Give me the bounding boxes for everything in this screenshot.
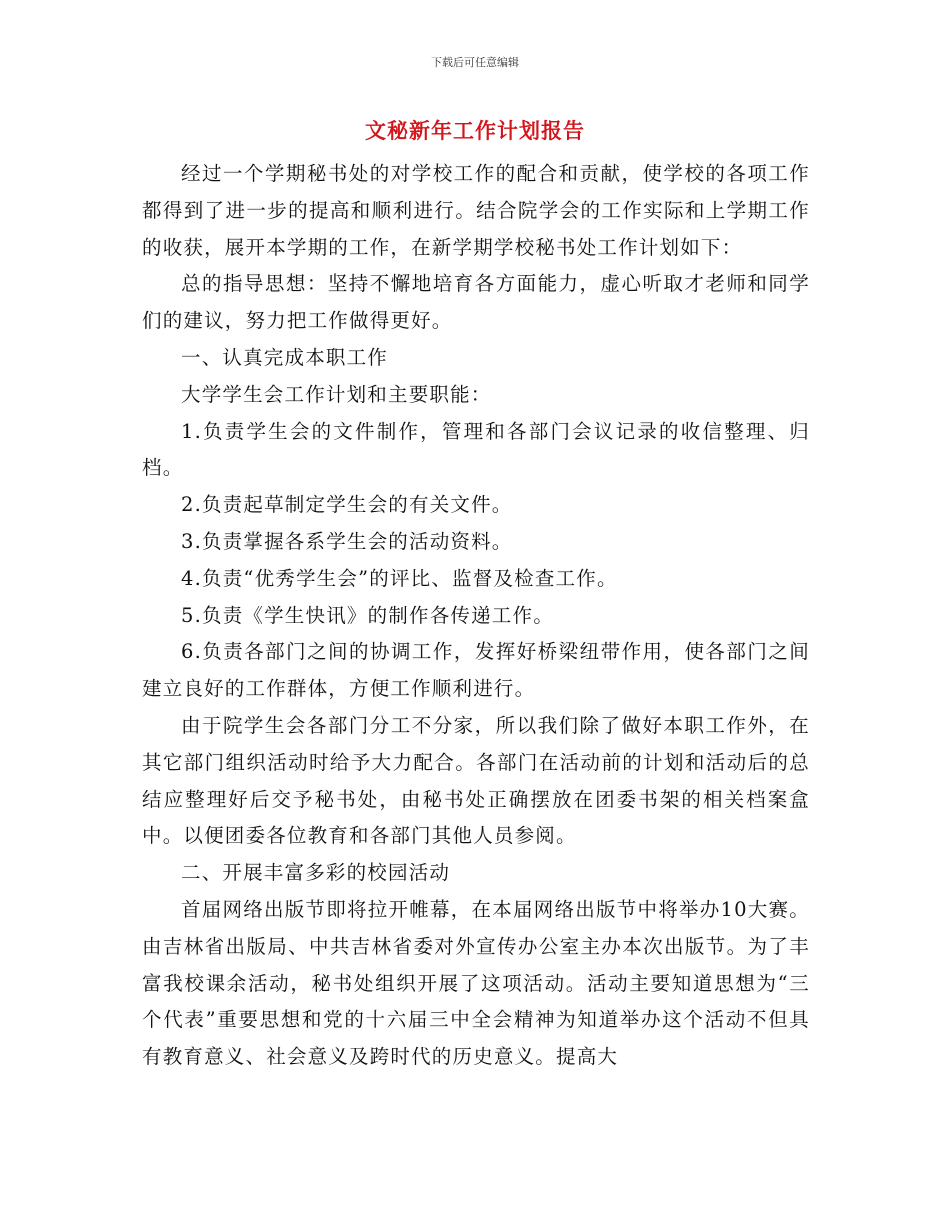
header-note: 下载后可任意编辑 (431, 56, 519, 69)
list-item: 2.负责起草制定学生会的有关文件。 (181, 493, 513, 517)
paragraph-intro: 经过一个学期秘书处的对学校工作的配合和贡献，使学校的各项工作都得到了进一步的提高和顺利进行。结合院学会的工作实际和上学期工作的收获，展开本学期的工作，在新学期学校秘书处工作计划如下： (142, 162, 810, 259)
paragraph-guiding-idea: 总的指导思想：坚持不懈地培育各方面能力，虚心听取才老师和同学们的建议，努力把工作做得更好。 (142, 272, 810, 333)
section-heading-1: 一、认真完成本职工作 (181, 345, 389, 369)
list-item: 5.负责《学生快讯》的制作各传递工作。 (181, 603, 554, 627)
paragraph-publishing-festival: 首届网络出版节即将拉开帷幕，在本届网络出版节中将举办10大赛。由吉林省出版局、中共吉林省委对外宣传办公室主办本次出版节。为了丰富我校课余活动，秘书处组织开展了这项活动。活动主要知道思想为“三个代表”重要思想和党的十六届三中全会精神为知道举办这个活动不但具有教育意义、社会意义及跨时代的历史意义。提高大 (142, 897, 810, 1069)
paragraph-cooperation: 由于院学生会各部门分工不分家，所以我们除了做好本职工作外，在其它部门组织活动时给予大力配合。各部门在活动前的计划和活动后的总结应整理好后交予秘书处，由秘书处正确摆放在团委书架的相关档案盒中。以便团委各位教育和各部门其他人员参阅。 (142, 713, 810, 848)
list-item: 4.负责“优秀学生会”的评比、监督及检查工作。 (181, 566, 618, 590)
list-item: 3.负责掌握各系学生会的活动资料。 (181, 529, 513, 553)
document-body (142, 156, 810, 1076)
section-heading-2: 二、开展丰富多彩的校园活动 (181, 861, 451, 885)
list-item: 6.负责各部门之间的协调工作，发挥好桥梁纽带作用，使各部门之间建立良好的工作群体，方便工作顺利进行。 (142, 640, 810, 701)
list-item: 1.负责学生会的文件制作，管理和各部门会议记录的收信整理、归档。 (142, 419, 810, 480)
document-title: 文秘新年工作计划报告 (365, 119, 585, 143)
paragraph-functions-intro: 大学学生会工作计划和主要职能： (181, 382, 492, 406)
